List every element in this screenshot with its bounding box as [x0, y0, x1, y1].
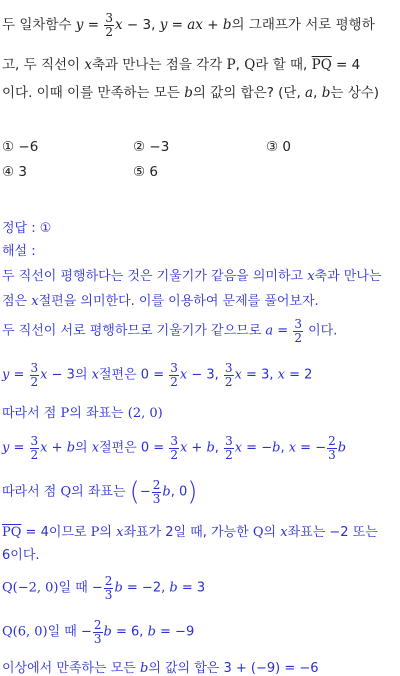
explanation-line-3: 두 직선이 서로 평행하므로 기울기가 같으므로 a = $\frac{3}{2}$ 이다.: [2, 317, 338, 345]
answer-label: 정답 : ①: [2, 221, 52, 236]
explanation-line-8: $\overline{PQ} = 4$이므로 P의 x좌표가 2일 때, 가능한 Q의 x좌표는 −2 또는: [2, 525, 378, 540]
explanation-line-5: 따라서 점 P의 좌표는 (2, 0): [2, 406, 163, 421]
choice-5: ⑤ 6: [133, 164, 158, 180]
explanation-line-11: Q(6, 0)일 때 − $\frac{2}{3}$ b = 6, b = −9: [2, 618, 195, 646]
explanation-line-7: 따라서 점 Q의 좌표는 (− $\frac{2}{3}$ b, 0): [2, 477, 198, 507]
question-line-2: 고, 두 직선이 x축과 만나는 점을 각각 P, Q라 할 때, $\overline{PQ} = 4$: [2, 57, 361, 73]
explanation-line-1: 두 직선이 평행하다는 것은 기울기가 같음을 의미하고 x축과 만나는: [2, 269, 382, 284]
explanation-line-4: y = $\frac{3}{2}$ x − 3의 x절편은 0 = $\frac{3}{2}$ x − 3, $\frac{3}{2}$ x = 3, x = 2: [2, 361, 313, 389]
explanation-line-6: y = $\frac{3}{2}$ x + b의 x절편은 0 = $\frac{3}{2}$ x + b, $\frac{3}{2}$ x = −b, x = − $\frac{2}{3}$ b: [2, 434, 347, 462]
question-line-3: 이다. 이때 이를 만족하는 모든 b의 값의 합은? (단, a, b는 상수): [2, 85, 380, 101]
explanation-line-10: Q(−2, 0)일 때 − $\frac{2}{3}$ b = −2, b = 3: [2, 574, 206, 602]
choice-2: ② −3: [133, 139, 170, 155]
choice-1: ① −6: [2, 139, 39, 155]
explanation-line-2: 점은 x절편을 의미한다. 이를 이용하여 문제를 풀어보자.: [2, 294, 319, 309]
explanation-label: 해설 :: [2, 244, 36, 259]
choice-4: ④ 3: [2, 164, 27, 180]
question-line-1: 두 일차함수 y = $\frac{3}{2}$ x − 3, y = ax + b의 그래프가 서로 평행하: [2, 11, 375, 39]
explanation-line-12: 이상에서 만족하는 모든 b의 값의 합은 3 + (−9) = −6: [2, 661, 319, 676]
choice-3: ③ 0: [266, 139, 291, 155]
explanation-line-9: 6이다.: [2, 548, 40, 563]
